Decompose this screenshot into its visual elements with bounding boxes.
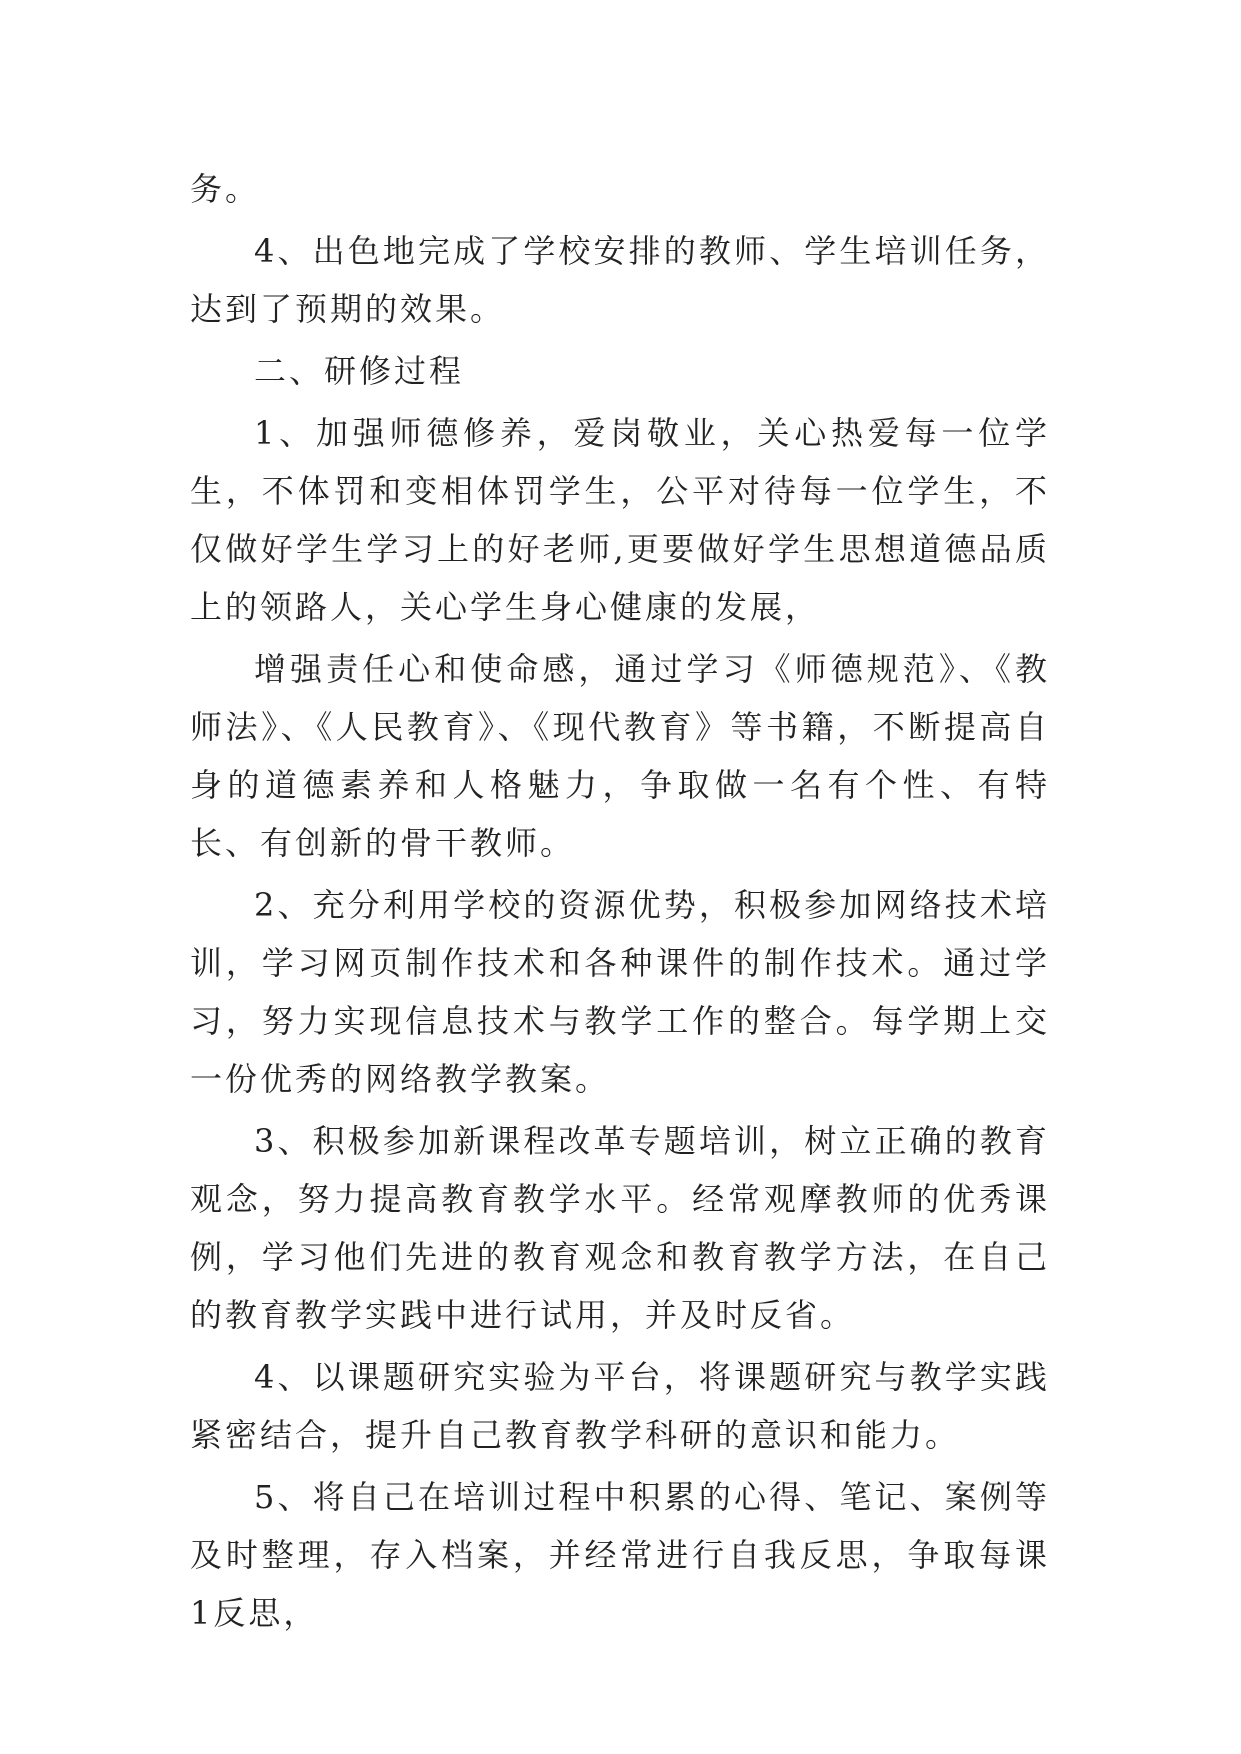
paragraph-item-3-curriculum: 3、积极参加新课程改革专题培训，树立正确的教育观念，努力提高教育教学水平。经常观摩教师的优秀课例，学习他们先进的教育观念和教育教学方法，在自己的教育教学实践中进行试用，并及时反省。	[190, 1122, 1050, 1334]
section-heading-research-process: 二、研修过程	[254, 352, 465, 390]
paragraph-item-2-resources: 2、充分利用学校的资源优势，积极参加网络技术培训，学习网页制作技术和各种课件的制作技术。通过学习，努力实现信息技术与教学工作的整合。每学期上交一份优秀的网络教学教案。	[190, 886, 1050, 1098]
paragraph-item-5-reflection: 5、将自己在培训过程中积累的心得、笔记、案例等及时整理，存入档案，并经常进行自我反思，争取每课1反思，	[190, 1478, 1050, 1632]
document-body	[190, 160, 1050, 1642]
paragraph-item-4-training: 4、出色地完成了学校安排的教师、学生培训任务，达到了预期的效果。	[190, 232, 1050, 328]
paragraph-responsibility: 增强责任心和使命感，通过学习《师德规范》、《教师法》、《人民教育》、《现代教育》等书籍，不断提高自身的道德素养和人格魅力，争取做一名有个性、有特长、有创新的骨干教师。	[190, 650, 1050, 862]
paragraph-item-1-ethics: 1、加强师德修养，爱岗敬业，关心热爱每一位学生，不体罚和变相体罚学生，公平对待每一位学生，不仅做好学生学习上的好老师,更要做好学生思想道德品质上的领路人，关心学生身心健康的发展，	[190, 414, 1050, 626]
paragraph-item-4-research: 4、以课题研究实验为平台，将课题研究与教学实践紧密结合，提升自己教育教学科研的意识和能力。	[190, 1358, 1050, 1454]
paragraph-continuation: 务。	[190, 170, 261, 208]
